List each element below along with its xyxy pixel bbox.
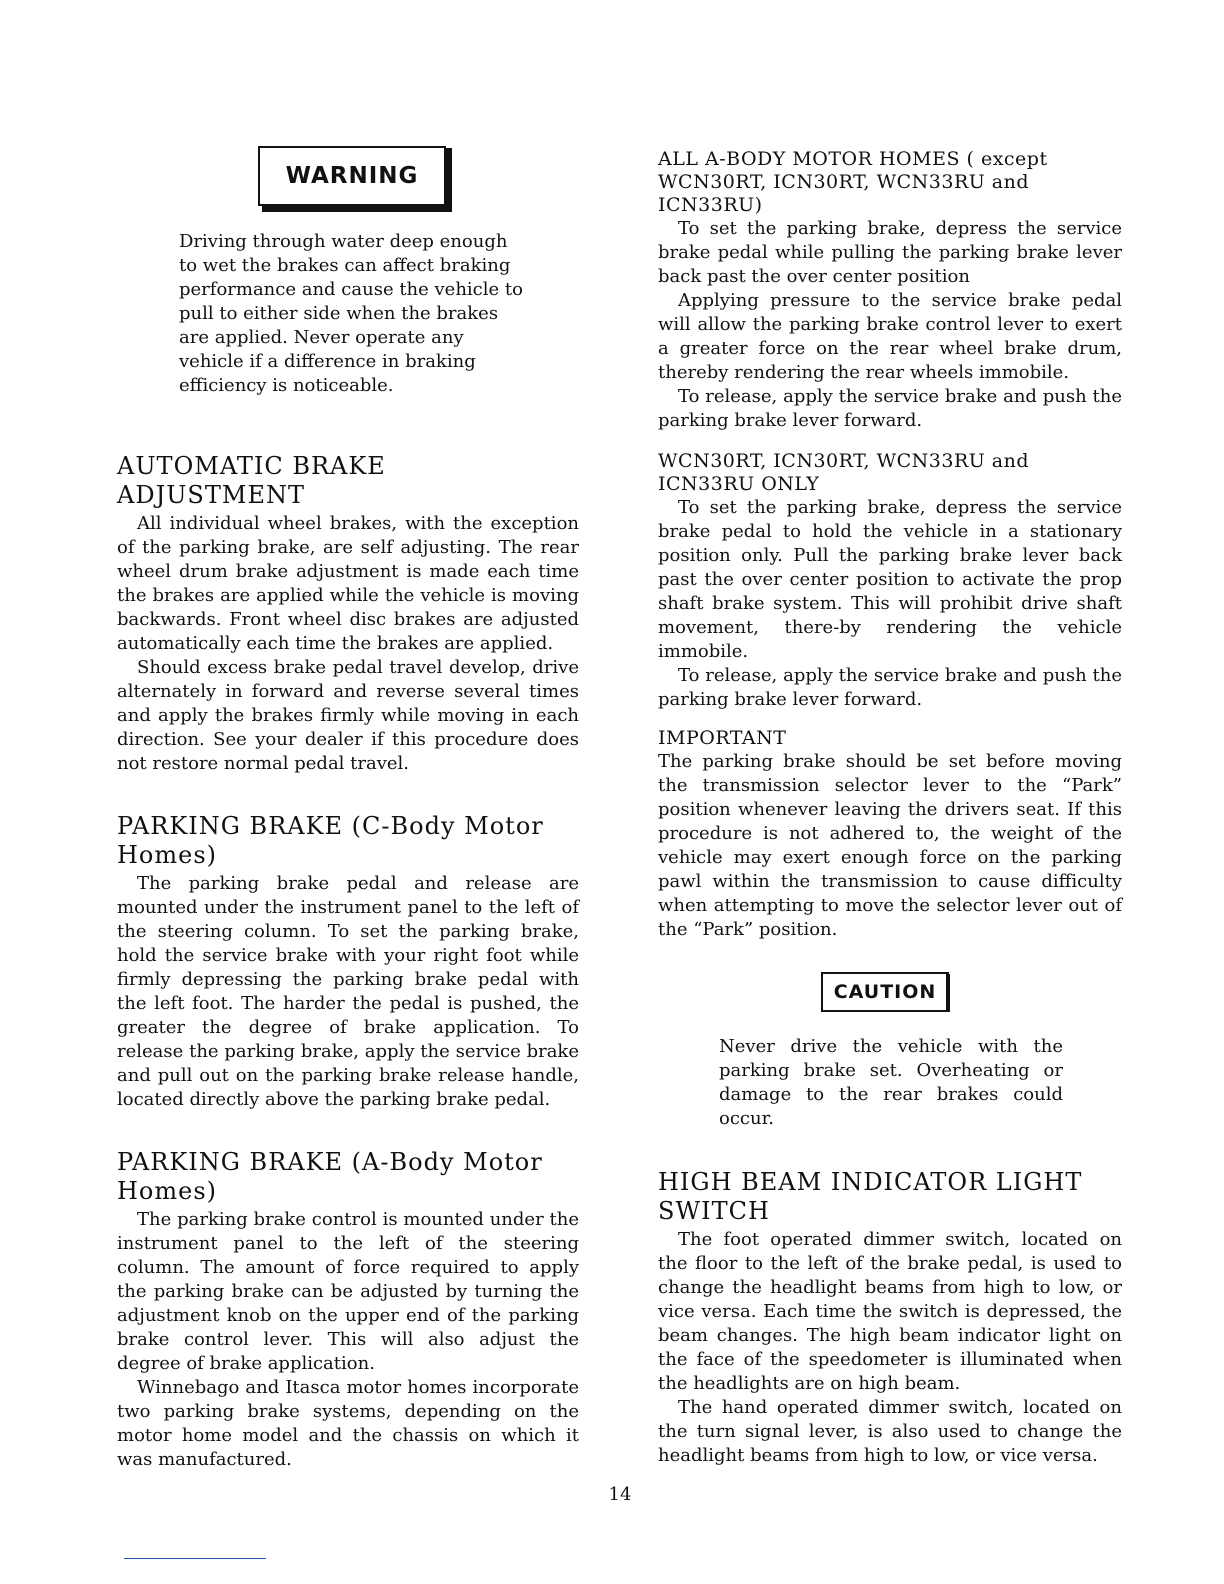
section-heading: PARKING BRAKE (A-Body Motor Homes) xyxy=(117,1148,543,1205)
section-all-a-body xyxy=(658,148,1122,433)
paragraph: The parking brake should be set before moving the transmission selector lever to the “Park” position whenever leaving the drivers seat. If this procedure is not adhered to, the weight of the vehicle may exert enough force on the parking pawl within the transmission to cause difficulty when attempting to move the selector lever out of the “Park” position. xyxy=(658,751,1122,940)
section-high-beam xyxy=(658,1168,1122,1468)
section-parking-brake-c-body xyxy=(117,812,579,1112)
section-important xyxy=(658,727,1122,942)
section-heading: IMPORTANT xyxy=(658,727,787,749)
paragraph: The hand operated dimmer switch, located on the turn signal lever, is also used to change the headlight beams from high to low, or vice versa. xyxy=(658,1397,1122,1466)
warning-text: Driving through water deep enough to wet the brakes can affect braking performance and cause the vehicle to pull to either side when the brakes are applied. Never operate any vehicle if a difference in braking efficiency is noticeable. xyxy=(179,231,523,396)
page-number: 14 xyxy=(608,1484,632,1505)
section-wcn-only xyxy=(658,450,1122,712)
section-heading: HIGH BEAM INDICATOR LIGHT SWITCH xyxy=(658,1168,1083,1225)
section-automatic-brake-adjustment xyxy=(117,452,579,776)
paragraph: Winnebago and Itasca motor homes incorporate two parking brake systems, depending on the motor home model and the chassis on which it was manufactured. xyxy=(117,1377,579,1470)
warning-label: WARNING xyxy=(258,146,446,206)
section-parking-brake-a-body xyxy=(117,1148,579,1472)
paragraph: The parking brake control is mounted under the instrument panel to the left of the steering column. The amount of force required to apply the parking brake can be adjusted by turning the adjustment knob on the upper end of the parking brake control lever. This will also adjust the degree of brake application. xyxy=(117,1209,579,1374)
section-heading: WCN30RT, ICN30RT, WCN33RU and ICN33RU ONLY xyxy=(658,450,1030,495)
section-heading: PARKING BRAKE (C-Body Motor Homes) xyxy=(117,812,544,869)
paragraph: To set the parking brake, depress the service brake pedal to hold the vehicle in a stationary position only. Pull the parking brake lever back past the over center position to activate the prop shaft brake system. This will prohibit drive shaft movement, there-by rendering the vehicle immobile. xyxy=(658,497,1122,662)
paragraph: The foot operated dimmer switch, located on the floor to the left of the brake pedal, is used to change the headlight beams from high to low, or vice versa. Each time the switch is depressed, the beam changes. The high beam indicator light on the face of the speedometer is illuminated when the headlights are on high beam. xyxy=(658,1229,1122,1394)
paragraph: To release, apply the service brake and push the parking brake lever forward. xyxy=(658,665,1122,710)
caution-label: CAUTION xyxy=(821,972,949,1012)
paragraph: The parking brake pedal and release are mounted under the instrument panel to the left of the steering column. To set the parking brake, hold the service brake with your right foot while firmly depressing the parking brake pedal with the left foot. The harder the pedal is pushed, the greater the degree of brake application. To release the parking brake, apply the service brake and pull out on the parking brake release handle, located directly above the parking brake pedal. xyxy=(117,873,579,1110)
paragraph: Applying pressure to the service brake pedal will allow the parking brake control lever to exert a greater force on the rear wheel brake drum, thereby rendering the rear wheels immobile. xyxy=(658,290,1122,383)
paragraph: To release, apply the service brake and push the parking brake lever forward. xyxy=(658,386,1122,431)
section-heading: ALL A-BODY MOTOR HOMES ( except WCN30RT, ICN30RT, WCN33RU and ICN33RU) xyxy=(658,148,1048,216)
section-heading: AUTOMATIC BRAKE ADJUSTMENT xyxy=(117,452,386,509)
footer-rule xyxy=(124,1558,266,1559)
paragraph: Should excess brake pedal travel develop, drive alternately in forward and reverse several times and apply the brakes firmly while moving in each direction. See your dealer if this procedure does not restore normal pedal travel. xyxy=(117,657,579,774)
paragraph: To set the parking brake, depress the service brake pedal while pulling the parking brake lever back past the over center position xyxy=(658,218,1122,287)
caution-text: Never drive the vehicle with the parking brake set. Overheating or damage to the rear brakes could occur. xyxy=(719,1036,1063,1129)
paragraph: All individual wheel brakes, with the exception of the parking brake, are self adjusting. The rear wheel drum brake adjustment is made each time the brakes are applied while the vehicle is moving backwards. Front wheel disc brakes are adjusted automatically each time the brakes are applied. xyxy=(117,513,579,654)
